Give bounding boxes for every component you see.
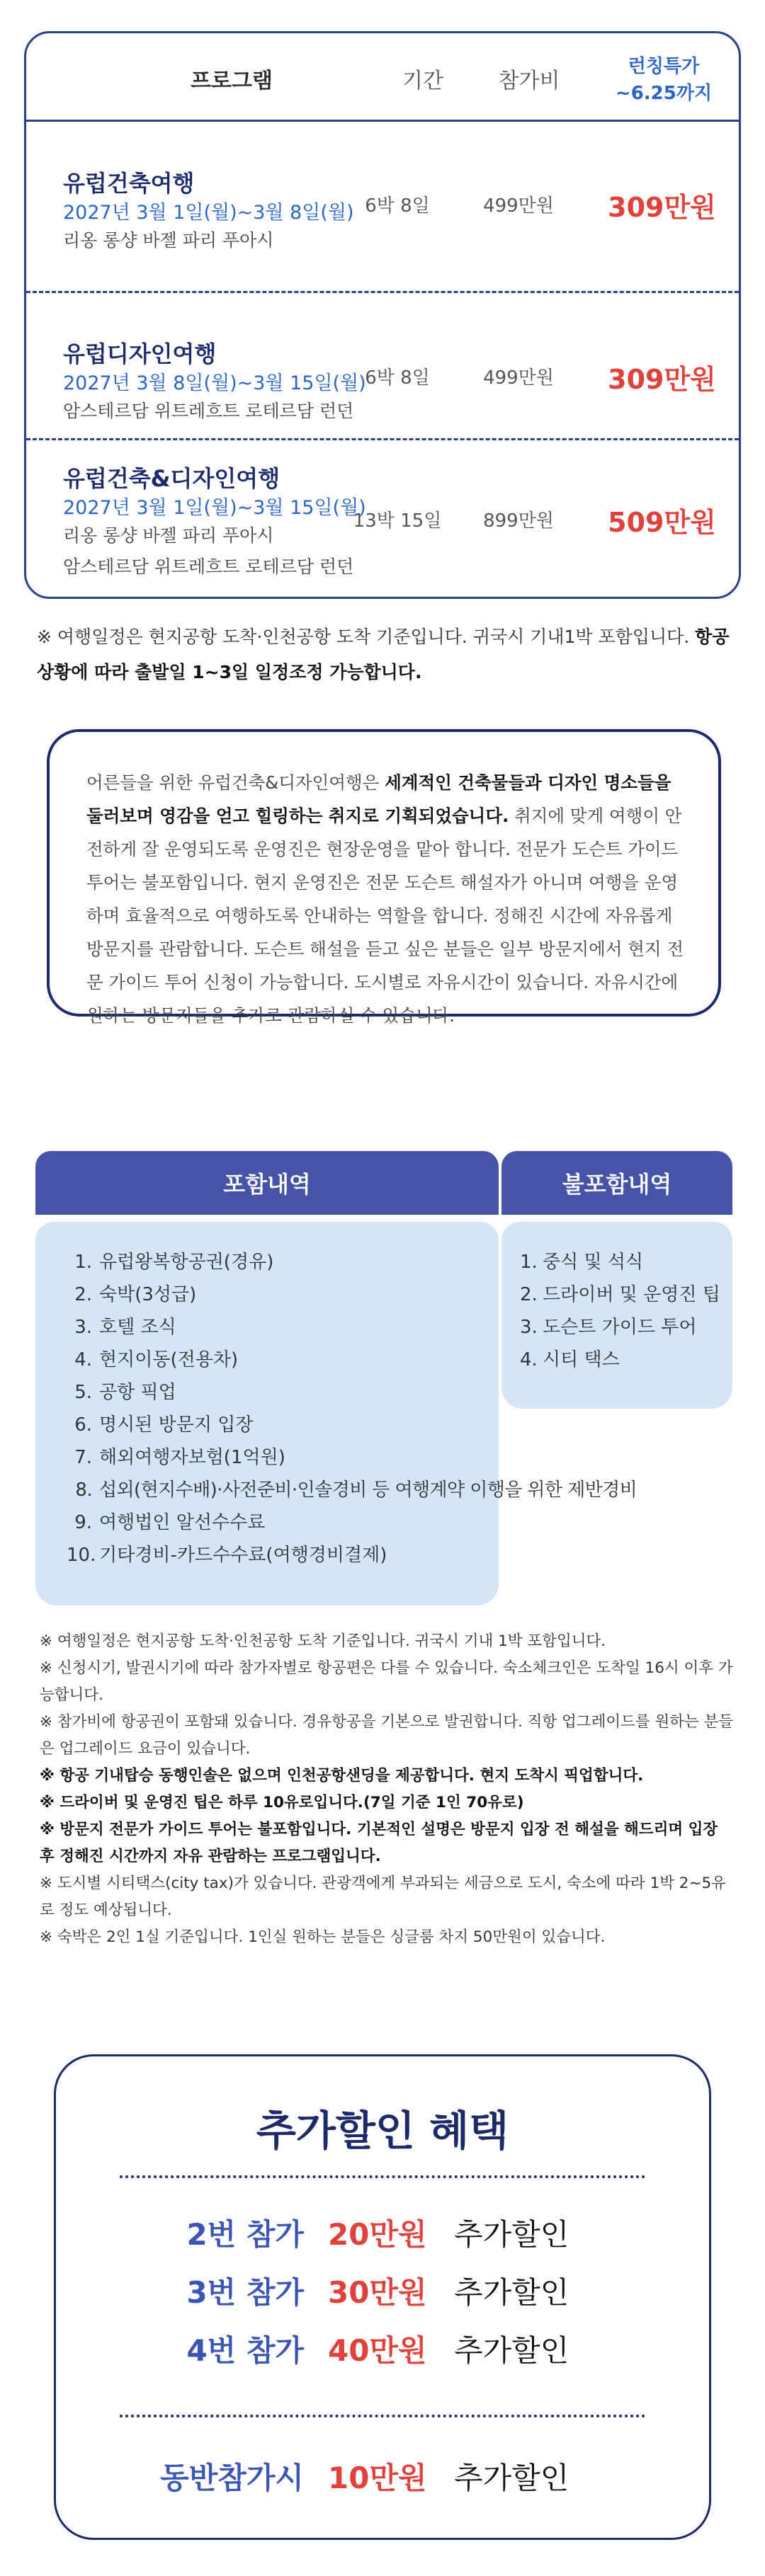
list-item bbox=[520, 1344, 720, 1376]
discount-title: 추가할인 혜택 bbox=[256, 2107, 509, 2155]
program-cities: 리옹 롱샹 바젤 파리 푸아시 bbox=[63, 525, 274, 546]
program-date: 2027년 3월 1일(월)~3월 15일(월) bbox=[63, 497, 366, 519]
header-special-line1: 런칭특가 bbox=[628, 56, 700, 77]
tab-included: 포함내역 bbox=[35, 1151, 499, 1215]
price-table bbox=[24, 31, 741, 599]
list-item bbox=[67, 1506, 637, 1539]
intro-box bbox=[47, 729, 721, 1026]
list-number: 4. bbox=[520, 1349, 538, 1370]
header-period: 기간 bbox=[402, 69, 443, 93]
list-text: 숙박(3성급) bbox=[99, 1284, 197, 1305]
list-text: 유럽왕복항공권(경유) bbox=[99, 1252, 274, 1273]
program-name: 유럽디자인여행 bbox=[63, 340, 217, 367]
list-item bbox=[67, 1539, 637, 1572]
list-number: 10. bbox=[67, 1545, 96, 1566]
list-number: 4. bbox=[74, 1349, 92, 1370]
discount-label: 동반참가시 bbox=[160, 2461, 304, 2495]
list-text: 명시된 방문지 입장 bbox=[99, 1414, 254, 1436]
discount-suffix: 추가할인 bbox=[454, 2333, 570, 2368]
list-number: 3. bbox=[520, 1317, 538, 1338]
intro-text-bold: 세계적인 건축물들과 디자인 명소들을 둘러보며 영감을 얻고 힐링하는 취지로 기획되었습니다. bbox=[86, 772, 672, 826]
list-item bbox=[520, 1246, 720, 1278]
list-number: 3. bbox=[74, 1317, 92, 1338]
program-fee: 899만원 bbox=[483, 510, 554, 532]
program-fee: 499만원 bbox=[483, 367, 554, 389]
list-text: 공항 픽업 bbox=[99, 1382, 176, 1403]
discount-label: 2번 참가 bbox=[186, 2217, 304, 2252]
note-item-bold: ※ 드라이버 및 운영진 팁은 하루 10유로입니다.(7일 기준 1인 70유로) bbox=[40, 1794, 524, 1811]
discount-row bbox=[56, 2272, 709, 2314]
list-item bbox=[67, 1409, 637, 1441]
program-cities: 리옹 롱샹 바젤 파리 푸아시 bbox=[63, 230, 274, 251]
discount-label: 4번 참가 bbox=[186, 2333, 304, 2368]
excluded-list-box bbox=[502, 1222, 732, 1409]
dotted-divider bbox=[120, 2175, 645, 2178]
discount-amount: 30만원 bbox=[328, 2275, 427, 2310]
program-cities: 암스테르담 위트레흐트 로테르담 런던 bbox=[63, 556, 354, 577]
discount-suffix: 추가할인 bbox=[454, 2217, 570, 2252]
program-period: 6박 8일 bbox=[365, 367, 430, 389]
list-number: 2. bbox=[74, 1284, 92, 1305]
list-number: 7. bbox=[74, 1447, 92, 1468]
list-number: 5. bbox=[74, 1382, 92, 1403]
list-text: 현지이동(전용차) bbox=[99, 1349, 239, 1370]
program-name: 유럽건축여행 bbox=[63, 170, 195, 197]
excluded-list bbox=[520, 1246, 720, 1376]
discount-row-companion bbox=[56, 2457, 709, 2500]
discount-row bbox=[56, 2214, 709, 2256]
list-item bbox=[520, 1278, 720, 1311]
list-number: 2. bbox=[520, 1284, 538, 1305]
table-row bbox=[26, 120, 739, 297]
discount-label: 3번 참가 bbox=[186, 2275, 304, 2310]
program-period: 6박 8일 bbox=[365, 195, 430, 217]
list-item bbox=[520, 1311, 720, 1344]
header-program: 프로그램 bbox=[191, 69, 273, 93]
note-item: ※ 숙박은 2인 1실 기준입니다. 1인실 원하는 분들은 싱글룸 차지 50만원이 있습니다. bbox=[40, 1928, 606, 1946]
list-number: 1. bbox=[520, 1252, 538, 1273]
program-period: 13박 15일 bbox=[353, 510, 442, 532]
note-item: ※ 참가비에 항공권이 포함돼 있습니다. 경유항공을 기본으로 발권합니다. 직항 업그레이드를 원하는 분들은 업그레이드 요금이 있습니다. bbox=[40, 1713, 734, 1758]
note-item: ※ 신청시기, 발권시기에 따라 참가자별로 항공편은 다를 수 있습니다. 숙소체크인은 도착일 16시 이후 가능합니다. bbox=[40, 1659, 733, 1704]
discount-amount: 20만원 bbox=[328, 2217, 427, 2252]
program-special-price: 309만원 bbox=[608, 364, 716, 395]
list-text: 섭외(현지수배)·사전준비·인솔경비 등 여행계약 이행을 위한 제반경비 bbox=[99, 1479, 638, 1501]
header-fee: 참가비 bbox=[498, 69, 560, 93]
intro-text-2: 취지에 맞게 여행이 안전하게 잘 운영되도록 운영진은 현장운영을 맡아 합니다. 전문가 도슨트 가이드 투어는 불포함입니다. 현지 운영진은 전문 도슨트 해설자가 아니며 여행을 운영하며 효율적으로 여행하도록 안내하는 역할을 합니다. 정해진 시간에 자유롭게 방문지를 관람합니다. 도슨트 해설을 듣고 싶은 분들은 일부 방문지에서 현지 전문 가이드 투어 신청이 가능합니다. 도시별로 자유시간이 있습니다. 자유시간에 원하는 방문지들을 추가로 관람하실 수 있습니다. bbox=[86, 806, 684, 1026]
discount-suffix: 추가할인 bbox=[454, 2275, 570, 2310]
schedule-note-text: ※ 여행일정은 현지공항 도착·인천공항 도착 기준입니다. 귀국시 기내1박 포함입니다. bbox=[37, 626, 696, 647]
list-text: 시티 택스 bbox=[543, 1349, 620, 1370]
list-item bbox=[67, 1441, 637, 1474]
tab-excluded: 불포함내역 bbox=[502, 1151, 732, 1215]
list-text: 호텔 조식 bbox=[99, 1317, 176, 1338]
list-number: 9. bbox=[74, 1512, 92, 1533]
note-item-bold: ※ 항공 기내탑승 동행인솔은 없으며 인천공항샌딩을 제공합니다. 현지 도착시 픽업합니다. bbox=[40, 1767, 644, 1785]
list-item bbox=[67, 1474, 637, 1506]
intro-text bbox=[86, 766, 688, 1032]
table-row bbox=[26, 440, 739, 599]
list-text: 도슨트 가이드 투어 bbox=[543, 1317, 697, 1338]
list-number: 1. bbox=[74, 1252, 92, 1273]
dotted-divider bbox=[120, 2415, 645, 2417]
program-special-price: 309만원 bbox=[608, 192, 716, 223]
list-text: 드라이버 및 운영진 팁 bbox=[543, 1284, 720, 1305]
schedule-note-bold: 항공상황에 따라 출발일 1~3일 일정조정 가능합니다. bbox=[37, 626, 730, 682]
program-cities: 암스테르담 위트레흐트 로테르담 런던 bbox=[63, 401, 354, 421]
header-special-line2: ~6.25까지 bbox=[615, 83, 713, 104]
program-special-price: 509만원 bbox=[608, 507, 716, 538]
discount-suffix: 추가할인 bbox=[454, 2461, 570, 2495]
schedule-note bbox=[37, 619, 738, 690]
program-date: 2027년 3월 8일(월)~3월 15일(월) bbox=[63, 372, 366, 394]
list-number: 6. bbox=[74, 1414, 92, 1436]
list-text: 여행법인 알선수수료 bbox=[99, 1512, 266, 1533]
note-item: ※ 여행일정은 현지공항 도착·인천공항 도착 기준입니다. 귀국시 기내 1박 포함입니다. bbox=[40, 1632, 606, 1650]
list-text: 중식 및 석식 bbox=[543, 1252, 644, 1273]
program-name: 유럽건축&디자인여행 bbox=[63, 465, 280, 492]
discount-row bbox=[56, 2330, 709, 2372]
program-date: 2027년 3월 1일(월)~3월 8일(월) bbox=[63, 202, 354, 224]
note-item: ※ 도시별 시티택스(city tax)가 있습니다. 관광객에게 부과되는 세금으로 도시, 숙소에 따라 1박 2~5유로 정도 예상됩니다. bbox=[40, 1874, 726, 1919]
program-fee: 499만원 bbox=[483, 195, 554, 217]
header-special-price bbox=[593, 53, 735, 107]
note-item-bold: ※ 방문지 전문가 가이드 투어는 불포함입니다. 기본적인 설명은 방문지 입장 전 해설을 해드리며 입장 후 정해진 시간까지 자유 관람하는 프로그램입니다. bbox=[40, 1821, 718, 1865]
discount-box bbox=[54, 2054, 711, 2540]
table-row bbox=[26, 292, 739, 448]
discount-amount: 10만원 bbox=[328, 2461, 427, 2495]
list-text: 해외여행자보험(1억원) bbox=[99, 1447, 285, 1468]
intro-text-1: 어른들을 위한 유럽건축&디자인여행은 bbox=[86, 772, 385, 793]
discount-amount: 40만원 bbox=[328, 2333, 427, 2368]
list-number: 8. bbox=[75, 1479, 92, 1501]
notes-list bbox=[40, 1628, 734, 1951]
list-text: 기타경비-카드수수료(여행경비결제) bbox=[99, 1545, 387, 1566]
